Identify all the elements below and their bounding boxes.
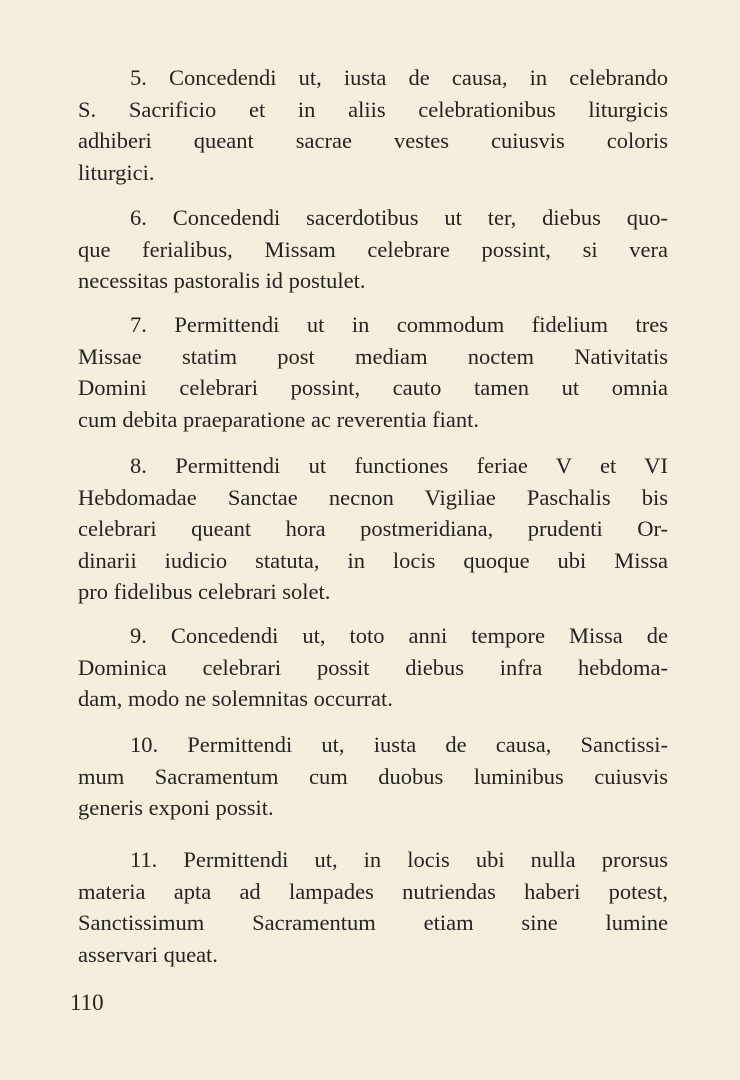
- paragraph: [78, 309, 668, 435]
- text-line: S. Sacrificio et in aliis celebrationibus liturgicis: [78, 96, 668, 122]
- text-line: Dominica celebrari possit diebus infra hebdoma-: [78, 654, 668, 680]
- text-line: necessitas pastoralis id postulet.: [78, 268, 366, 294]
- text-line: cum debita praeparatione ac reverentia fiant.: [78, 406, 480, 432]
- paragraph: [78, 62, 668, 188]
- text-line: que ferialibus, Missam celebrare possint, si vera: [78, 236, 668, 262]
- text-line: celebrari queant hora postmeridiana, prudenti Or-: [78, 516, 668, 542]
- text-line: 8. Permittendi ut functiones feriae V et VI: [130, 453, 668, 478]
- text-line: generis exponi possit.: [78, 795, 274, 821]
- text-line: materia apta ad lampades nutriendas haberi potest,: [78, 878, 668, 904]
- paragraph: [78, 729, 668, 824]
- text-line: 5. Concedendi ut, iusta de causa, in celebrando: [130, 65, 668, 90]
- paragraph: [78, 450, 668, 608]
- text-line: dinarii iudicio statuta, in locis quoque ubi Missa: [78, 547, 668, 573]
- paragraph: [78, 620, 668, 715]
- text-line: Missae statim post mediam noctem Nativitatis: [78, 343, 668, 369]
- text-line: dam, modo ne solemnitas occurrat.: [78, 686, 393, 712]
- text-line: adhiberi queant sacrae vestes cuiusvis coloris: [78, 128, 668, 154]
- paragraph: [78, 202, 668, 297]
- text-line: pro fidelibus celebrari solet.: [78, 579, 331, 605]
- text-line: 11. Permittendi ut, in locis ubi nulla prorsus: [130, 847, 668, 872]
- text-line: 7. Permittendi ut in commodum fidelium tres: [130, 312, 668, 337]
- text-line: Hebdomadae Sanctae necnon Vigiliae Paschalis bis: [78, 484, 668, 510]
- text-line: asservari queat.: [78, 941, 218, 967]
- text-line: 6. Concedendi sacerdotibus ut ter, diebus quo-: [130, 205, 668, 230]
- paragraph: [78, 844, 668, 970]
- text-line: Sanctissimum Sacramentum etiam sine lumine: [78, 910, 668, 936]
- text-line: liturgici.: [78, 159, 155, 185]
- page-number: 110: [70, 990, 104, 1015]
- text-line: mum Sacramentum cum duobus luminibus cuiusvis: [78, 763, 668, 789]
- text-line: Domini celebrari possint, cauto tamen ut omnia: [78, 375, 668, 401]
- text-line: 9. Concedendi ut, toto anni tempore Missa de: [130, 623, 668, 648]
- text-line: 10. Permittendi ut, iusta de causa, Sanctissi-: [130, 732, 668, 757]
